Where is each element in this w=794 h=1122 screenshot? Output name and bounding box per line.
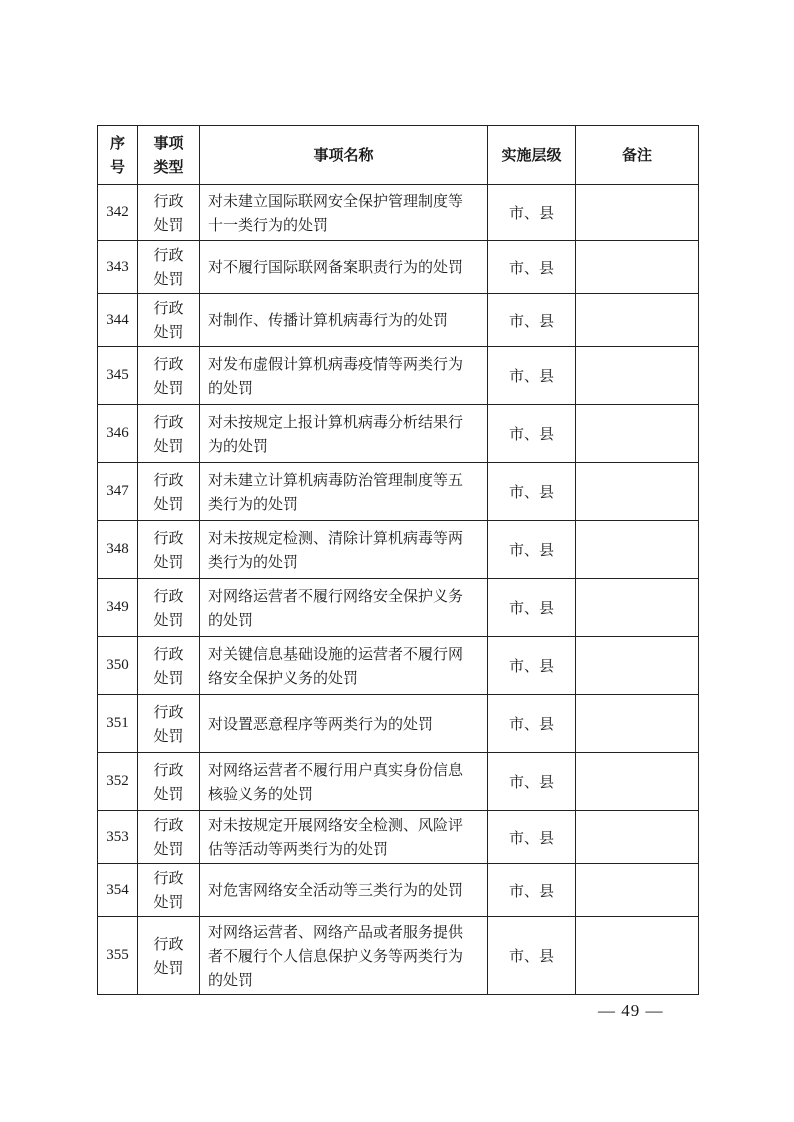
item-name-line: 对设置恶意程序等两类行为的处罚 xyxy=(208,714,434,733)
type-cell: 行政 处罚 xyxy=(138,753,200,811)
level-cell: 市、县 xyxy=(488,294,576,347)
item-name-line: 对危害网络安全活动等三类行为的处罚 xyxy=(208,881,464,899)
level-cell: 市、县 xyxy=(488,579,576,637)
level-cell: 市、县 xyxy=(488,753,576,811)
note-cell xyxy=(576,521,699,579)
item-name-cell xyxy=(200,241,488,294)
item-name-line: 十一类行为的处罚 xyxy=(208,215,329,234)
note-cell xyxy=(576,185,699,241)
seq-cell: 351 xyxy=(98,695,138,753)
type-cell: 行政 处罚 xyxy=(138,864,200,917)
note-cell xyxy=(576,347,699,405)
note-cell xyxy=(576,463,699,521)
item-name-line: 对制作、传播计算机病毒行为的处罚 xyxy=(208,311,449,329)
type-cell: 行政 处罚 xyxy=(138,637,200,695)
table-row xyxy=(98,463,699,521)
table-row xyxy=(98,347,699,405)
table-row xyxy=(98,405,699,463)
item-name-line: 核验义务的处罚 xyxy=(208,784,314,803)
header-seq: 序 号 xyxy=(98,126,138,185)
table-row xyxy=(98,294,699,347)
type-cell: 行政 处罚 xyxy=(138,811,200,864)
item-name-cell xyxy=(200,695,488,753)
item-name-line: 对未建立计算机病毒防治管理制度等五 xyxy=(208,470,464,489)
note-cell xyxy=(576,864,699,917)
header-name: 事项名称 xyxy=(200,126,488,185)
note-cell xyxy=(576,637,699,695)
level-cell: 市、县 xyxy=(488,185,576,241)
note-cell xyxy=(576,241,699,294)
level-cell: 市、县 xyxy=(488,347,576,405)
table-row xyxy=(98,579,699,637)
item-name-line: 对网络运营者、网络产品或者服务提供 xyxy=(208,922,464,941)
type-cell: 行政 处罚 xyxy=(138,521,200,579)
seq-cell: 349 xyxy=(98,579,138,637)
type-cell: 行政 处罚 xyxy=(138,579,200,637)
item-name-cell xyxy=(200,185,488,241)
item-name-line: 对未按规定检测、清除计算机病毒等两 xyxy=(208,528,464,547)
item-name-line: 类行为的处罚 xyxy=(208,552,299,571)
note-cell xyxy=(576,294,699,347)
level-cell: 市、县 xyxy=(488,521,576,579)
seq-cell: 348 xyxy=(98,521,138,579)
seq-cell: 342 xyxy=(98,185,138,241)
seq-cell: 343 xyxy=(98,241,138,294)
table-row xyxy=(98,811,699,864)
header-level: 实施层级 xyxy=(488,126,576,185)
note-cell xyxy=(576,753,699,811)
item-name-line: 为的处罚 xyxy=(208,436,269,455)
item-name-line: 的处罚 xyxy=(208,378,254,397)
table-header-row xyxy=(98,126,699,185)
item-name-line: 类行为的处罚 xyxy=(208,494,299,513)
level-cell: 市、县 xyxy=(488,811,576,864)
note-cell xyxy=(576,579,699,637)
note-cell xyxy=(576,405,699,463)
table-row xyxy=(98,185,699,241)
item-name-cell xyxy=(200,917,488,995)
type-cell: 行政 处罚 xyxy=(138,347,200,405)
item-name-line: 者不履行个人信息保护义务等两类行为 xyxy=(208,946,464,965)
item-name-line: 对发布虚假计算机病毒疫情等两类行为 xyxy=(208,354,464,373)
seq-cell: 354 xyxy=(98,864,138,917)
item-name-line: 络安全保护义务的处罚 xyxy=(208,668,359,687)
item-name-cell xyxy=(200,753,488,811)
items-table xyxy=(97,125,699,995)
item-name-line: 对网络运营者不履行网络安全保护义务 xyxy=(208,586,464,605)
type-cell: 行政 处罚 xyxy=(138,695,200,753)
item-name-cell xyxy=(200,811,488,864)
table-row xyxy=(98,521,699,579)
item-name-line: 的处罚 xyxy=(208,610,254,629)
table-row xyxy=(98,637,699,695)
level-cell: 市、县 xyxy=(488,917,576,995)
item-name-line: 对未按规定开展网络安全检测、风险评 xyxy=(208,816,464,834)
table-row xyxy=(98,753,699,811)
note-cell xyxy=(576,695,699,753)
item-name-line: 对网络运营者不履行用户真实身份信息 xyxy=(208,760,464,779)
page-number: — 49 — xyxy=(598,1001,664,1020)
item-name-cell xyxy=(200,347,488,405)
level-cell: 市、县 xyxy=(488,241,576,294)
seq-cell: 353 xyxy=(98,811,138,864)
seq-cell: 347 xyxy=(98,463,138,521)
level-cell: 市、县 xyxy=(488,463,576,521)
seq-cell: 346 xyxy=(98,405,138,463)
type-cell: 行政 处罚 xyxy=(138,294,200,347)
seq-cell: 345 xyxy=(98,347,138,405)
item-name-line: 对不履行国际联网备案职责行为的处罚 xyxy=(208,258,464,276)
header-type: 事项 类型 xyxy=(138,126,200,185)
type-cell: 行政 处罚 xyxy=(138,463,200,521)
type-cell: 行政 处罚 xyxy=(138,917,200,995)
item-name-cell xyxy=(200,637,488,695)
header-note: 备注 xyxy=(576,126,699,185)
type-cell: 行政 处罚 xyxy=(138,241,200,294)
item-name-line: 估等活动等两类行为的处罚 xyxy=(208,840,389,858)
item-name-cell xyxy=(200,463,488,521)
seq-cell: 352 xyxy=(98,753,138,811)
type-cell: 行政 处罚 xyxy=(138,405,200,463)
note-cell xyxy=(576,811,699,864)
level-cell: 市、县 xyxy=(488,695,576,753)
type-cell: 行政 处罚 xyxy=(138,185,200,241)
table-row xyxy=(98,241,699,294)
table-row xyxy=(98,864,699,917)
item-name-cell xyxy=(200,521,488,579)
item-name-cell xyxy=(200,864,488,917)
table-row xyxy=(98,695,699,753)
item-name-line: 对未按规定上报计算机病毒分析结果行 xyxy=(208,412,464,431)
level-cell: 市、县 xyxy=(488,405,576,463)
seq-cell: 344 xyxy=(98,294,138,347)
note-cell xyxy=(576,917,699,995)
level-cell: 市、县 xyxy=(488,637,576,695)
item-name-cell xyxy=(200,579,488,637)
table-row xyxy=(98,917,699,995)
seq-cell: 350 xyxy=(98,637,138,695)
level-cell: 市、县 xyxy=(488,864,576,917)
item-name-cell xyxy=(200,294,488,347)
item-name-cell xyxy=(200,405,488,463)
seq-cell: 355 xyxy=(98,917,138,995)
item-name-line: 的处罚 xyxy=(208,970,254,989)
item-name-line: 对关键信息基础设施的运营者不履行网 xyxy=(208,644,464,663)
item-name-line: 对未建立国际联网安全保护管理制度等 xyxy=(208,191,464,210)
